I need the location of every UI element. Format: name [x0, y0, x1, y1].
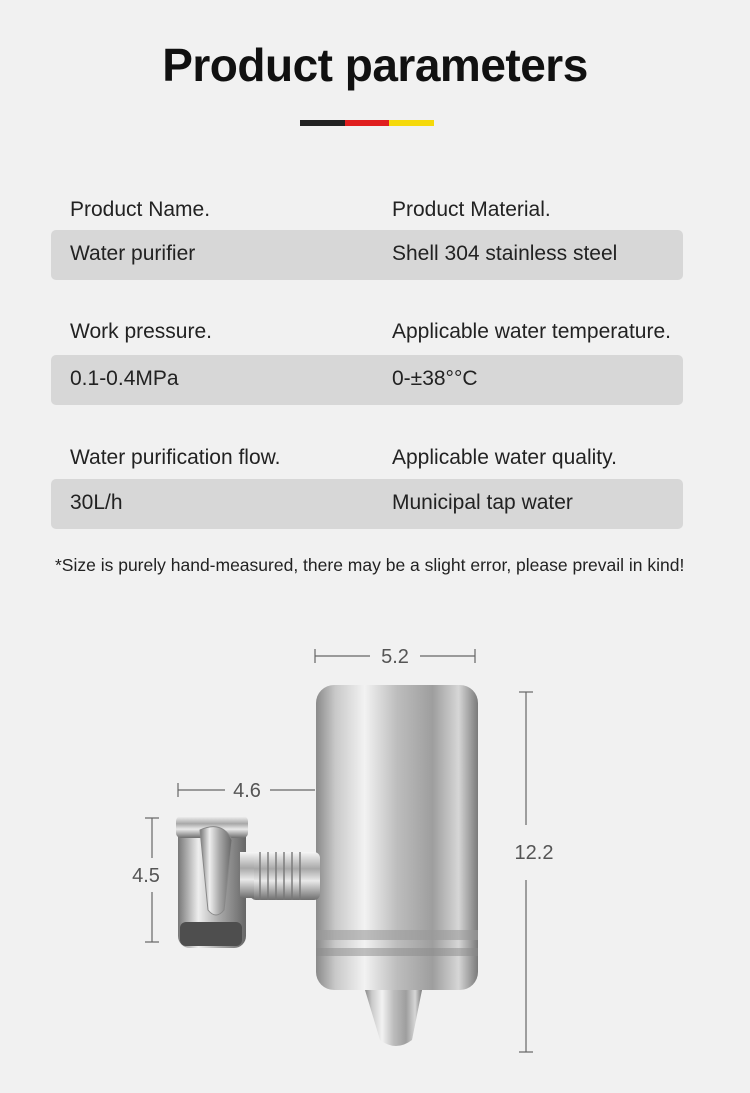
param-value: Water purifier: [70, 242, 196, 265]
param-value: Shell 304 stainless steel: [392, 242, 618, 265]
divider-red: [345, 120, 390, 126]
width-dimension-label: 5.2: [381, 646, 409, 668]
param-label-row: [0, 320, 750, 350]
param-value-row: [51, 479, 683, 529]
param-label-row: [0, 446, 750, 476]
threaded-connector: [250, 852, 320, 900]
measurement-note: *Size is purely hand-measured, there may be a slight error, please prevail in kind!: [55, 555, 685, 575]
param-value-row: [51, 355, 683, 405]
divider-yellow: [389, 120, 434, 126]
param-value: 0-±38°°C: [392, 367, 478, 390]
height-dimension: [519, 692, 533, 1052]
filter-canister: [316, 685, 478, 1046]
connector-dimension-label: 4.5: [132, 865, 160, 887]
tricolor-divider: [300, 120, 434, 126]
arm-dimension-label: 4.6: [233, 780, 261, 802]
height-dimension-label: 12.2: [514, 842, 554, 864]
param-value: 0.1-0.4MPa: [70, 367, 179, 390]
param-label: Applicable water temperature.: [392, 320, 671, 343]
param-value: Municipal tap water: [392, 491, 573, 514]
param-value-row: [51, 230, 683, 280]
param-label: Product Name.: [70, 198, 211, 221]
diverter-valve: [176, 816, 254, 948]
page-title: Product parameters: [162, 39, 588, 91]
param-value: 30L/h: [70, 491, 123, 514]
product-diagram: [100, 630, 620, 1070]
param-label: Work pressure.: [70, 320, 212, 343]
param-label: Product Material.: [392, 198, 551, 221]
divider-black: [300, 120, 345, 126]
param-label: Applicable water quality.: [392, 446, 617, 469]
param-label: Water purification flow.: [70, 446, 281, 469]
param-label-row: [0, 198, 750, 228]
